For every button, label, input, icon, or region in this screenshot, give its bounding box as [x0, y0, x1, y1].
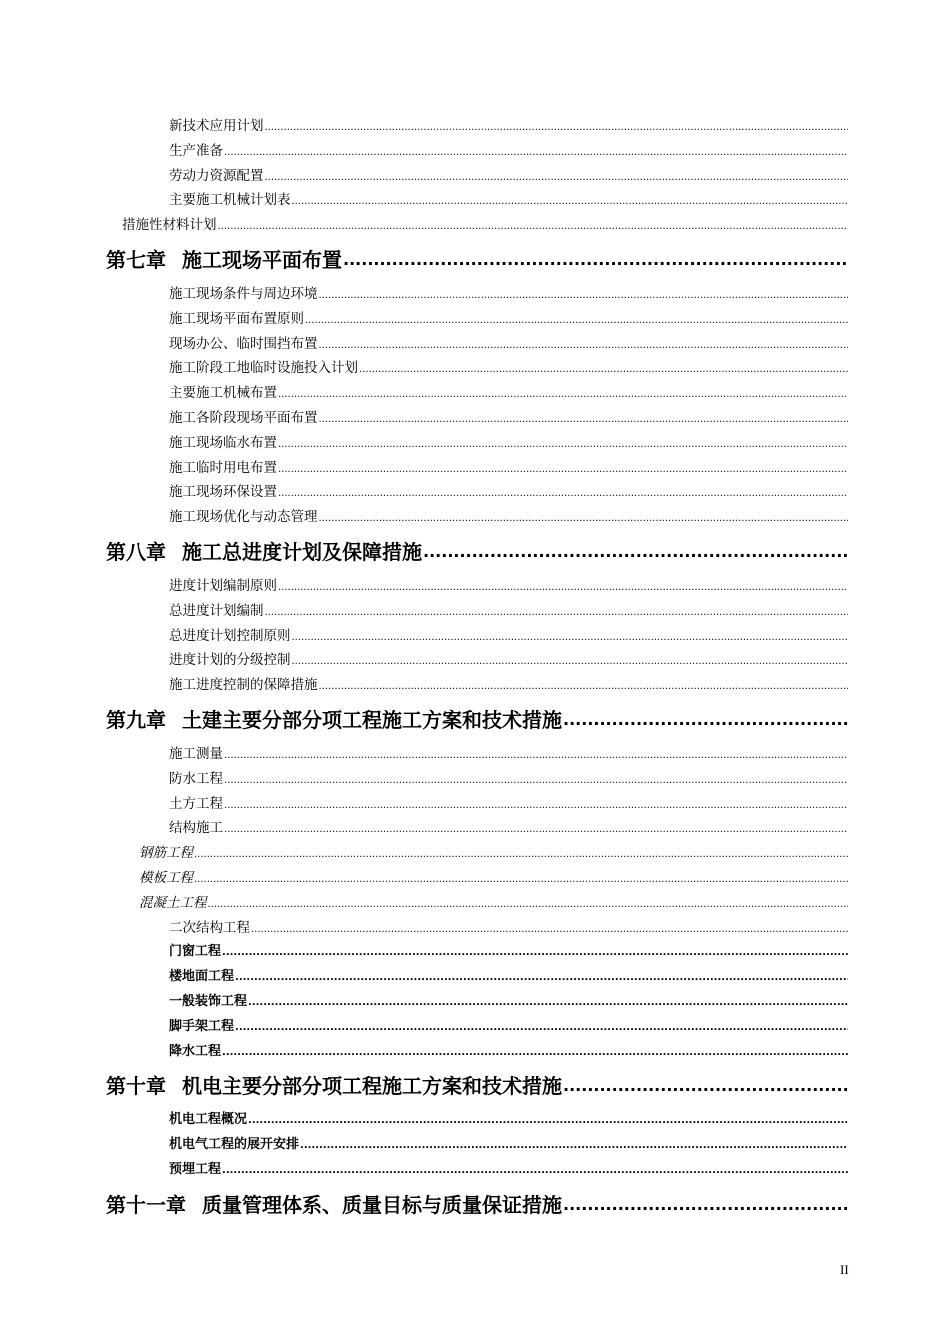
toc-entry-label: 施工临时用电布置 — [169, 459, 277, 476]
dot-leader — [251, 918, 848, 943]
toc-entry-label: 施工阶段工地临时设施投入计划 — [169, 360, 358, 377]
dot-leader — [319, 408, 849, 433]
toc-entry[interactable] — [169, 673, 848, 698]
dot-leader — [235, 966, 848, 991]
toc-entry[interactable] — [169, 431, 848, 456]
toc-entry[interactable] — [169, 139, 848, 164]
dot-leader — [248, 1109, 848, 1134]
toc-entry[interactable] — [169, 916, 848, 941]
toc-entry[interactable] — [169, 1108, 848, 1133]
toc-entry[interactable] — [169, 792, 848, 817]
toc-entry[interactable] — [169, 965, 848, 990]
toc-entry-label: 土方工程 — [169, 795, 223, 812]
dot-leader — [563, 1064, 848, 1108]
toc-entry-label: 新技术应用计划 — [169, 118, 264, 134]
dot-leader — [248, 991, 848, 1016]
dot-leader — [194, 868, 848, 893]
toc-entry[interactable] — [169, 381, 848, 406]
dot-leader — [224, 769, 848, 794]
dot-leader — [319, 675, 849, 700]
dot-leader — [319, 507, 849, 532]
toc-entry-label: 施工现场临水布置 — [169, 434, 277, 451]
dot-leader — [235, 1016, 848, 1041]
dot-leader — [218, 215, 849, 240]
toc-entry[interactable] — [139, 866, 848, 891]
dot-leader — [208, 893, 849, 918]
toc-entry[interactable] — [169, 648, 848, 673]
dot-leader — [292, 650, 849, 675]
toc-entry-label: 施工现场条件与周边环境 — [169, 285, 318, 302]
toc-entry-label: 施工各阶段现场平面布置 — [169, 409, 318, 426]
chapter-number: 第八章 — [106, 539, 166, 564]
toc-entry[interactable] — [169, 282, 848, 307]
toc-entry-label: 预埋工程 — [169, 1161, 222, 1177]
toc-entry[interactable] — [169, 742, 848, 767]
toc-entry-label: 结构施工 — [169, 820, 223, 837]
dot-leader — [224, 818, 848, 843]
toc-chapter-heading[interactable] — [106, 238, 848, 282]
toc-entry-label: 主要施工机械布置 — [169, 385, 277, 402]
toc-chapter-heading[interactable] — [106, 1183, 848, 1227]
dot-leader — [224, 794, 848, 819]
dot-leader — [300, 1134, 848, 1159]
toc-entry-label: 现场办公、临时围挡布置 — [169, 335, 318, 352]
chapter-number: 第七章 — [106, 247, 166, 272]
toc-entry[interactable] — [169, 1040, 848, 1065]
page-number: II — [840, 1262, 849, 1277]
toc-entry-label: 混凝土工程 — [139, 894, 207, 911]
dot-leader — [359, 358, 848, 383]
toc-entry[interactable] — [169, 164, 848, 189]
toc-entry[interactable] — [169, 480, 848, 505]
toc-entry-label: 劳动力资源配置 — [169, 167, 264, 184]
toc-entry[interactable] — [169, 406, 848, 431]
chapter-title: 质量管理体系、质量目标与质量保证措施 — [202, 1192, 562, 1217]
toc-entry-label: 施工进度控制的保障措施 — [169, 677, 318, 694]
toc-entry[interactable] — [169, 505, 848, 530]
toc-entry-label: 机电工程概况 — [169, 1112, 248, 1128]
toc-entry-label: 施工现场优化与动态管理 — [169, 509, 318, 526]
dot-leader — [278, 576, 848, 601]
toc-entry-label: 脚手架工程 — [169, 1018, 235, 1034]
dot-leader — [563, 1183, 848, 1227]
dot-leader — [265, 116, 849, 141]
dot-leader — [278, 433, 848, 458]
toc-entry[interactable] — [139, 841, 848, 866]
dot-leader — [224, 744, 848, 769]
toc-entry-label: 楼地面工程 — [169, 969, 235, 985]
toc-chapter-heading[interactable] — [106, 530, 848, 574]
toc-entry[interactable] — [169, 307, 848, 332]
dot-leader — [319, 334, 849, 359]
chapter-title: 机电主要分部分项工程施工方案和技术措施 — [182, 1074, 562, 1099]
toc-entry[interactable] — [169, 990, 848, 1015]
toc-entry[interactable] — [169, 940, 848, 965]
dot-leader — [222, 1041, 848, 1066]
dot-leader — [292, 190, 849, 215]
toc-entry[interactable] — [169, 574, 848, 599]
chapter-number: 第十一章 — [106, 1192, 186, 1217]
dot-leader — [423, 530, 848, 574]
dot-leader — [278, 383, 848, 408]
toc-entry-label: 总进度计划控制原则 — [169, 627, 291, 644]
dot-leader — [265, 601, 849, 626]
dot-leader — [265, 166, 849, 191]
toc-entry[interactable] — [169, 767, 848, 792]
toc-entry-label: 总进度计划编制 — [169, 602, 264, 619]
chapter-number: 第九章 — [106, 707, 166, 732]
toc-entry-label: 措施性材料计划 — [122, 217, 217, 234]
table-of-contents — [0, 114, 950, 1227]
toc-entry[interactable] — [169, 114, 848, 139]
dot-leader — [222, 1159, 848, 1184]
toc-entry[interactable] — [169, 356, 848, 381]
chapter-number: 第十章 — [106, 1074, 166, 1099]
toc-entry[interactable] — [169, 1133, 848, 1158]
toc-entry-label: 施工测量 — [169, 745, 223, 762]
toc-entry-label: 钢筋工程 — [139, 845, 193, 862]
dot-leader — [222, 941, 848, 966]
toc-entry-label: 模板工程 — [139, 869, 193, 886]
toc-entry-label: 进度计划编制原则 — [169, 577, 277, 594]
toc-entry-label: 门窗工程 — [169, 944, 222, 960]
toc-entry-label: 施工现场环保设置 — [169, 484, 277, 501]
dot-leader — [224, 141, 848, 166]
dot-leader — [194, 843, 848, 868]
toc-chapter-heading[interactable] — [106, 1064, 848, 1108]
toc-entry[interactable] — [169, 624, 848, 649]
toc-entry-label: 一般装饰工程 — [169, 993, 248, 1009]
toc-entry[interactable] — [169, 1158, 848, 1183]
toc-entry-label: 机电气工程的展开安排 — [169, 1137, 300, 1153]
dot-leader — [343, 238, 848, 282]
toc-entry-label: 防水工程 — [169, 770, 223, 787]
chapter-title: 土建主要分部分项工程施工方案和技术措施 — [182, 707, 562, 732]
dot-leader — [292, 626, 849, 651]
toc-entry-label: 生产准备 — [169, 142, 223, 159]
toc-entry-label: 降水工程 — [169, 1043, 222, 1059]
chapter-title: 施工现场平面布置 — [182, 247, 342, 272]
toc-entry[interactable] — [169, 456, 848, 481]
toc-entry[interactable] — [169, 188, 848, 213]
toc-entry[interactable] — [169, 332, 848, 357]
toc-entry-label: 主要施工机械计划表 — [169, 192, 291, 209]
toc-entry[interactable] — [169, 599, 848, 624]
toc-chapter-heading[interactable] — [106, 698, 848, 742]
dot-leader — [278, 482, 848, 507]
dot-leader — [319, 284, 849, 309]
toc-entry-label: 进度计划的分级控制 — [169, 652, 291, 669]
dot-leader — [278, 458, 848, 483]
toc-entry-label: 二次结构工程 — [169, 919, 250, 936]
toc-entry[interactable] — [169, 816, 848, 841]
toc-entry[interactable] — [169, 1015, 848, 1040]
dot-leader — [305, 309, 848, 334]
toc-entry[interactable] — [139, 891, 848, 916]
toc-entry[interactable] — [122, 213, 848, 238]
chapter-title: 施工总进度计划及保障措施 — [182, 539, 422, 564]
toc-entry-label: 施工现场平面布置原则 — [169, 310, 304, 327]
dot-leader — [563, 698, 848, 742]
